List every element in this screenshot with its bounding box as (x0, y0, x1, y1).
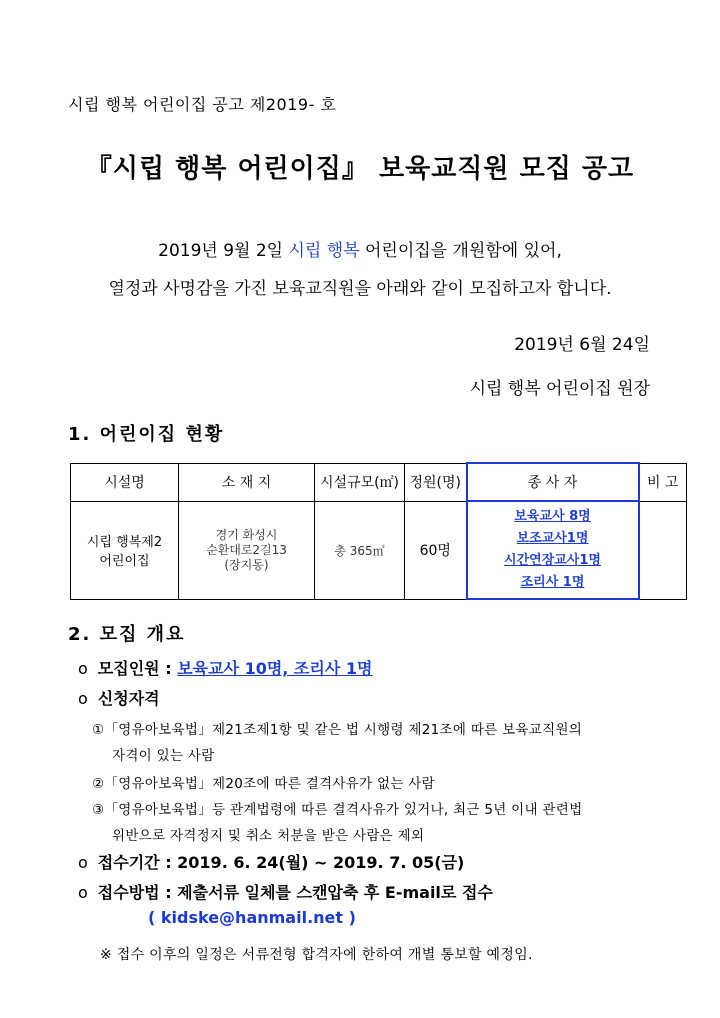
bullet-mark: ο (78, 853, 88, 872)
address-line-2: 순환대로2길13 (206, 542, 287, 557)
address-line-1: 경기 화성시 (215, 527, 278, 542)
capacity-cell: 60명 (405, 501, 467, 599)
facility-status-table (70, 462, 687, 600)
recruit-count-row (78, 656, 372, 679)
bullet-mark: ο (78, 883, 88, 902)
facility-name-line-1: 시립 행복제2 (86, 535, 163, 550)
facility-name-cell (71, 501, 179, 599)
section-2-heading: 2. 모집 개요 (68, 624, 186, 645)
col-location: 소 재 지 (179, 463, 315, 501)
col-capacity: 정원(명) (405, 463, 467, 501)
qualification-item-3: ③「영유아보육법」등 관계법령에 따른 결격사유가 있거나, 최근 5년 이내 관련법 (92, 802, 583, 818)
intro-highlight: 시립 행복 (288, 241, 360, 261)
col-size: 시설규모(㎡) (315, 463, 405, 501)
qualification-label: 신청자격 (97, 689, 160, 708)
staff-item: 조리사 1명 (520, 575, 585, 590)
announcement-date: 2019년 6월 24일 (514, 335, 650, 355)
qualification-item-1: ①「영유아보육법」제21조제1항 및 같은 법 시행령 제21조에 따른 보육교직원의 (92, 722, 583, 738)
intro-text-before: 2019년 9월 2일 (158, 241, 289, 261)
method-text: 접수방법 : 제출서류 일체를 스캔압축 후 E-mail로 접수 (97, 883, 493, 902)
signatory: 시립 행복 어린이집 원장 (469, 379, 650, 399)
qualification-row (78, 686, 160, 709)
facility-name-line-2: 어린이집 (99, 554, 150, 569)
intro-line-2: 열정과 사명감을 가진 보육교직원을 아래와 같이 모집하고자 합니다. (108, 279, 612, 299)
staff-item: 시간연장교사1명 (504, 553, 601, 568)
schedule-note: ※ 접수 이후의 일정은 서류전형 합격자에 한하여 개별 통보할 예정임. (100, 947, 533, 963)
table-header-row (71, 463, 687, 501)
method-row (78, 880, 493, 903)
table-row (71, 501, 687, 599)
section-1-heading: 1. 어린이집 현황 (68, 424, 225, 445)
col-facility-name: 시설명 (71, 463, 179, 501)
period-row (78, 850, 464, 873)
remarks-cell (639, 501, 687, 599)
bullet-mark: ο (78, 689, 88, 708)
size-cell: 총 365㎡ (315, 501, 405, 599)
bullet-mark: ο (78, 659, 88, 678)
recruit-value: 보육교사 10명, 조리사 1명 (177, 659, 373, 678)
col-remarks: 비 고 (639, 463, 687, 501)
period-text: 접수기간 : 2019. 6. 24(월) ~ 2019. 7. 05(금) (97, 853, 465, 872)
recruit-label: 모집인원 : (97, 659, 178, 678)
document-title: 『시립 행복 어린이집』 보육교직원 모집 공고 (85, 154, 635, 184)
col-staff: 종 사 자 (467, 463, 639, 501)
email-address[interactable]: ( kidske@hanmail.net ) (148, 908, 356, 927)
staff-item: 보조교사1명 (516, 531, 589, 546)
staff-item: 보육교사 8명 (514, 509, 591, 524)
address-cell (179, 501, 315, 599)
qualification-item-2: ②「영유아보육법」제20조에 따른 결격사유가 없는 사람 (92, 776, 435, 792)
address-line-3: (장지동) (224, 557, 269, 572)
intro-line-1 (0, 236, 720, 261)
intro-text-after: 어린이집을 개원함에 있어, (359, 241, 562, 261)
notice-number: 시립 행복 어린이집 공고 제2019- 호 (68, 95, 337, 114)
staff-cell (467, 501, 639, 599)
qualification-item-1-cont: 자격이 있는 사람 (112, 748, 215, 764)
qualification-item-3-cont: 위반으로 자격정지 및 취소 처분을 받은 사람은 제외 (112, 828, 425, 844)
